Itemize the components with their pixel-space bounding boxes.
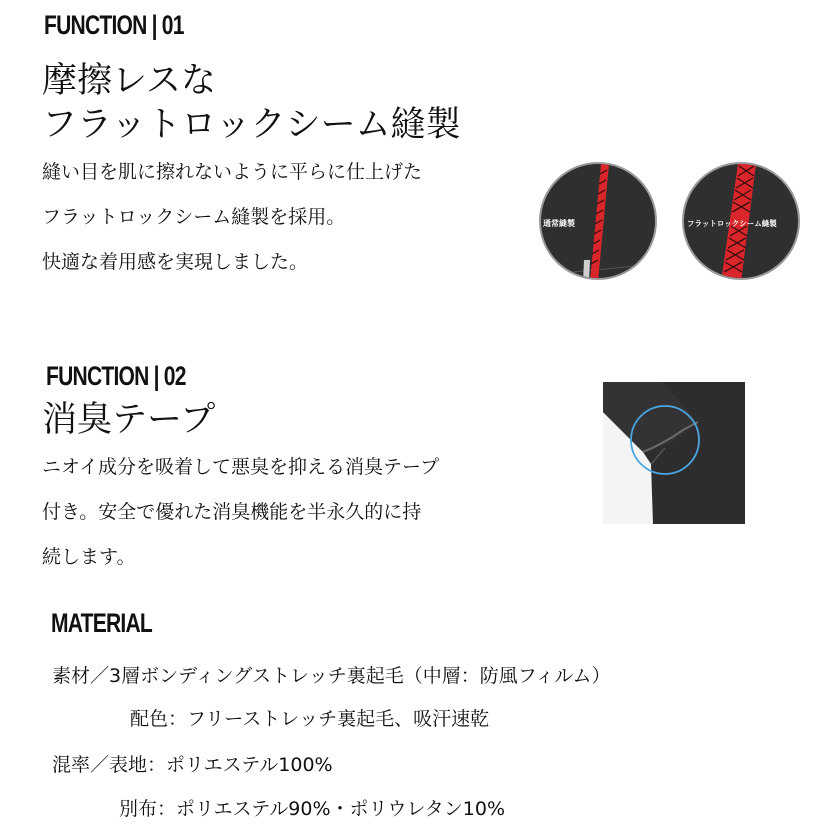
function-01-body-line-3: 快適な着用感を実現しました。	[42, 251, 309, 273]
normal-seam-label: 通常縫製	[543, 219, 575, 228]
function-01-heading-line2: フラットロックシーム縫製	[42, 105, 461, 145]
function-02-body-line-3: 続します。	[42, 546, 136, 568]
material-line-1: 素材／3層ボンディングストレッチ裏起毛（中層：防風フィルム）	[52, 665, 611, 687]
function-02-heading: 消臭テープ	[42, 400, 216, 440]
function-02-body-line-2: 付き。安全で優れた消臭機能を半永久的に持	[42, 501, 422, 523]
normal-seam-illustration	[539, 162, 657, 280]
material-line-4: 別布：ポリエステル90%・ポリウレタン10%	[119, 798, 505, 820]
underarm-graphic	[603, 382, 745, 524]
function-02-body-line-1: ニオイ成分を吸着して悪臭を抑える消臭テープ	[42, 456, 440, 478]
flatlock-seam-illustration	[682, 162, 800, 280]
flatlock-seam-label: フラットロックシーム縫製	[687, 219, 777, 228]
function-02-label: FUNCTION | 02	[46, 361, 186, 391]
function-01-heading-line1: 摩擦レスな	[42, 61, 216, 101]
function-01-label: FUNCTION | 01	[44, 10, 184, 40]
material-line-3: 混率／表地：ポリエステル100%	[52, 754, 333, 776]
material-line-2: 配色：フリーストレッチ裏起毛、吸汗速乾	[130, 708, 490, 730]
function-01-body-line-2: フラットロックシーム縫製を採用。	[42, 206, 346, 228]
function-01-body-line-1: 縫い目を肌に擦れないように平らに仕上げた	[42, 161, 423, 183]
deodorant-tape-photo	[603, 382, 745, 524]
material-label: MATERIAL	[51, 608, 152, 638]
